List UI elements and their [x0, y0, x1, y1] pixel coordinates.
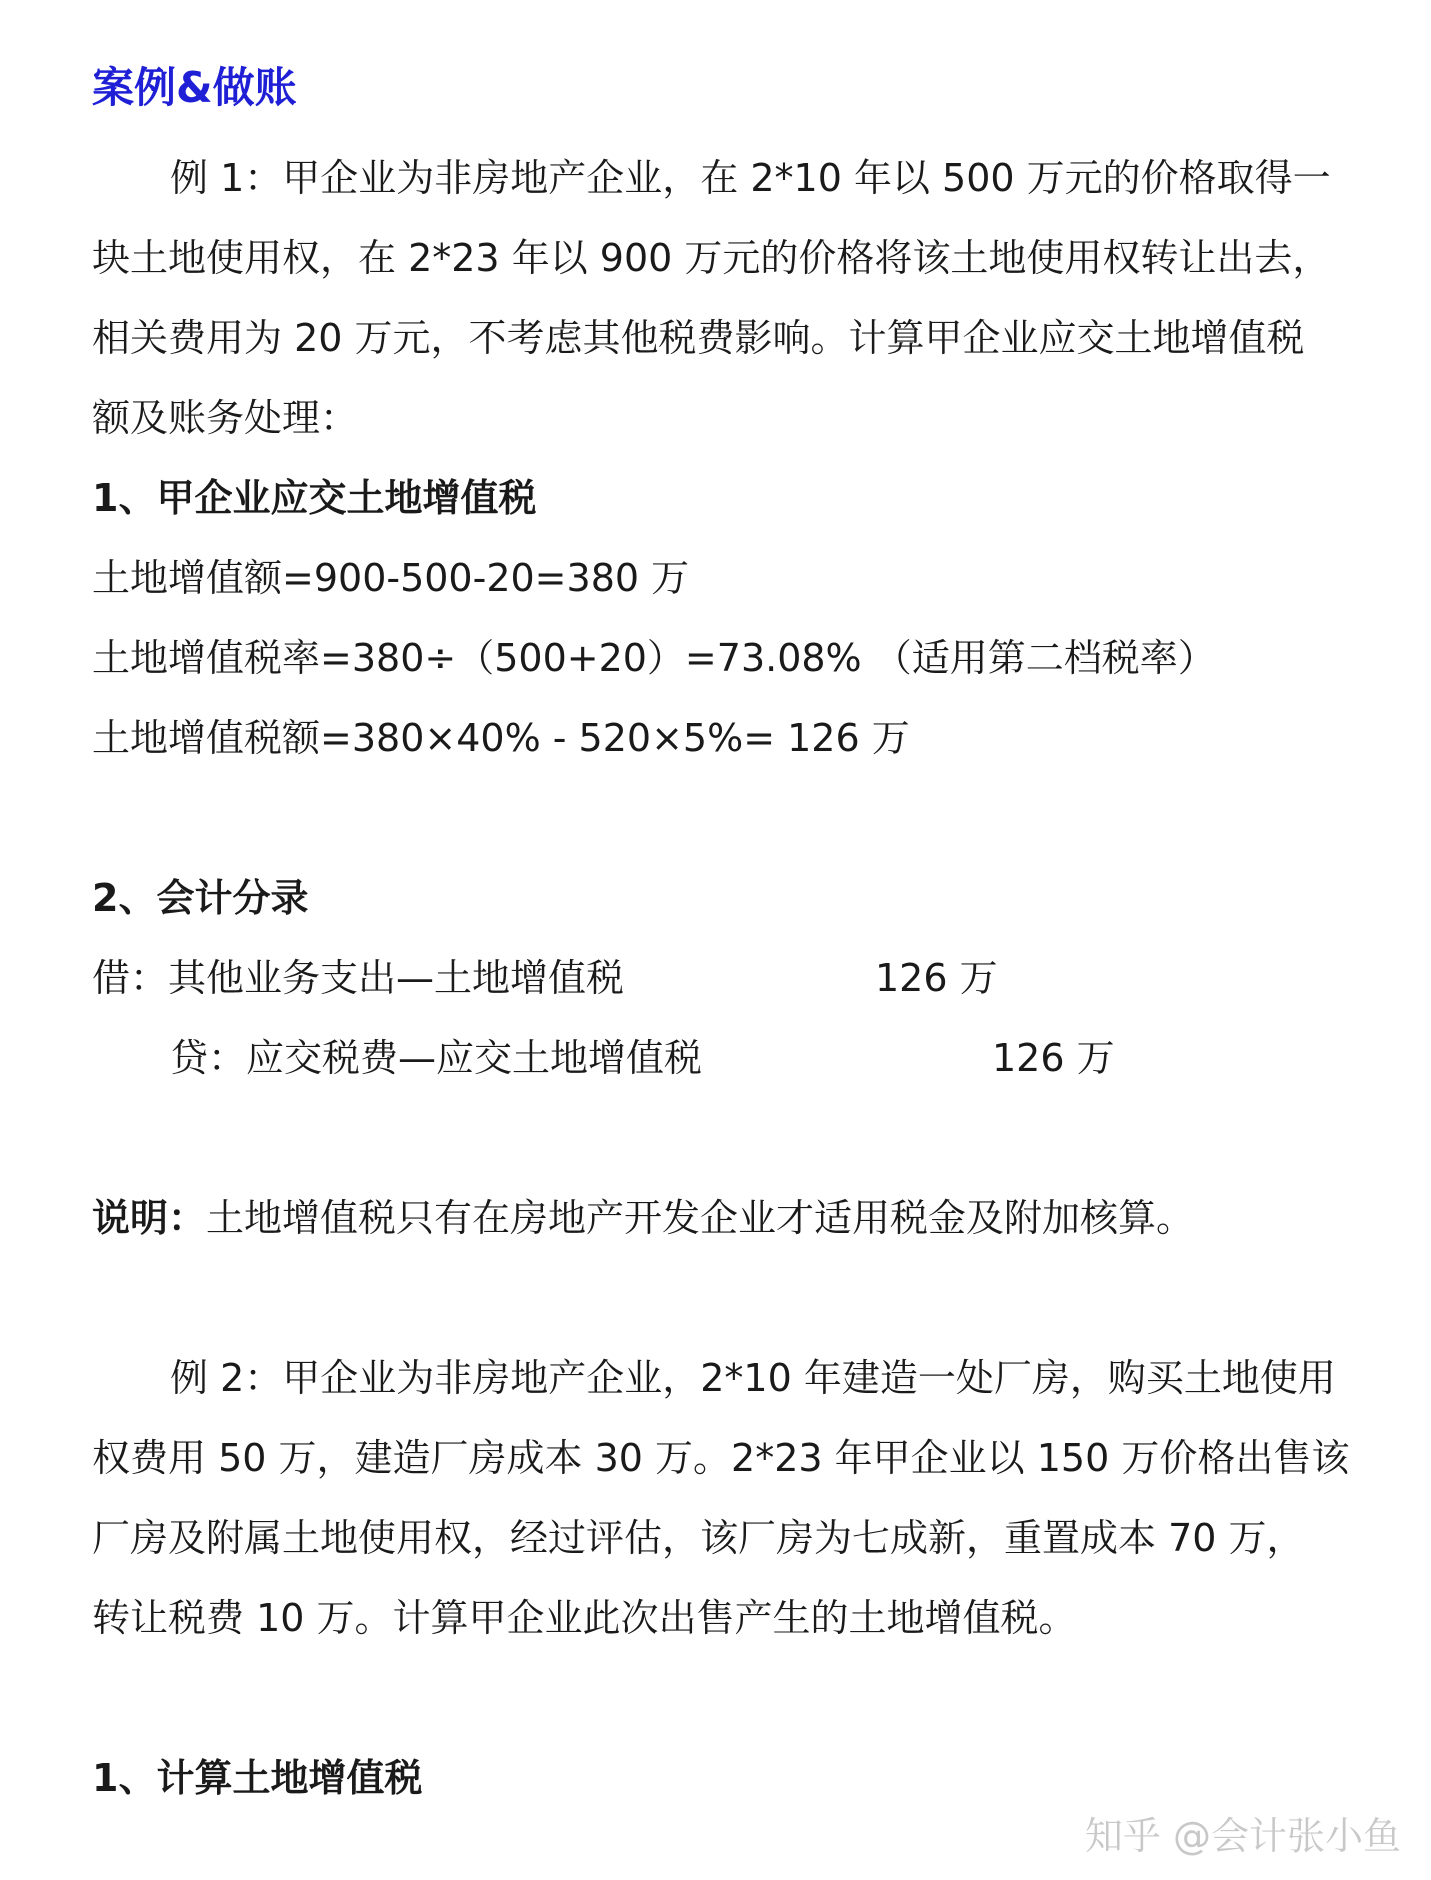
example1-line-4: 额及账务处理：: [92, 396, 359, 440]
journal-credit-label: 贷：应交税费—应交土地增值税: [170, 1036, 703, 1080]
note-label: 说明：: [92, 1196, 207, 1240]
example1-line-1: 例 1：甲企业为非房地产企业，在 2*10 年以 500 万元的价格取得一: [170, 156, 1331, 200]
calc-land-value-added: 土地增值额=900-500-20=380 万: [92, 556, 690, 600]
example2-line-4: 转让税费 10 万。计算甲企业此次出售产生的土地增值税。: [92, 1596, 1077, 1640]
example1-step1-title: 1、甲企业应交土地增值税: [92, 476, 537, 520]
example2-step1-title: 1、计算土地增值税: [92, 1756, 423, 1800]
section-title: 案例&做账: [92, 63, 297, 112]
journal-debit-amount: 126 万: [875, 956, 998, 1000]
example2-line-1: 例 2：甲企业为非房地产企业，2*10 年建造一处厂房，购买土地使用: [170, 1356, 1336, 1400]
calc-tax-amount: 土地增值税额=380×40% - 520×5%= 126 万: [92, 716, 910, 760]
journal-debit-label: 借：其他业务支出—土地增值税: [92, 956, 625, 1000]
note-text: 土地增值税只有在房地产开发企业才适用税金及附加核算。: [206, 1196, 1195, 1240]
example2-line-3: 厂房及附属土地使用权，经过评估，该厂房为七成新，重置成本 70 万，: [92, 1516, 1305, 1560]
note-paragraph: [92, 1194, 1194, 1242]
example2-line-2: 权费用 50 万，建造厂房成本 30 万。2*23 年甲企业以 150 万价格出售该: [92, 1436, 1350, 1480]
zhihu-watermark: 知乎 @会计张小鱼: [1084, 1814, 1401, 1858]
calc-tax-rate: 土地增值税率=380÷（500+20）=73.08% （适用第二档税率）: [92, 636, 1216, 680]
example1-step2-title: 2、会计分录: [92, 876, 309, 920]
example1-line-3: 相关费用为 20 万元，不考虑其他税费影响。计算甲企业应交土地增值税: [92, 316, 1305, 360]
journal-credit-amount: 126 万: [992, 1036, 1115, 1080]
example1-line-2: 块土地使用权，在 2*23 年以 900 万元的价格将该土地使用权转让出去，: [92, 236, 1331, 280]
